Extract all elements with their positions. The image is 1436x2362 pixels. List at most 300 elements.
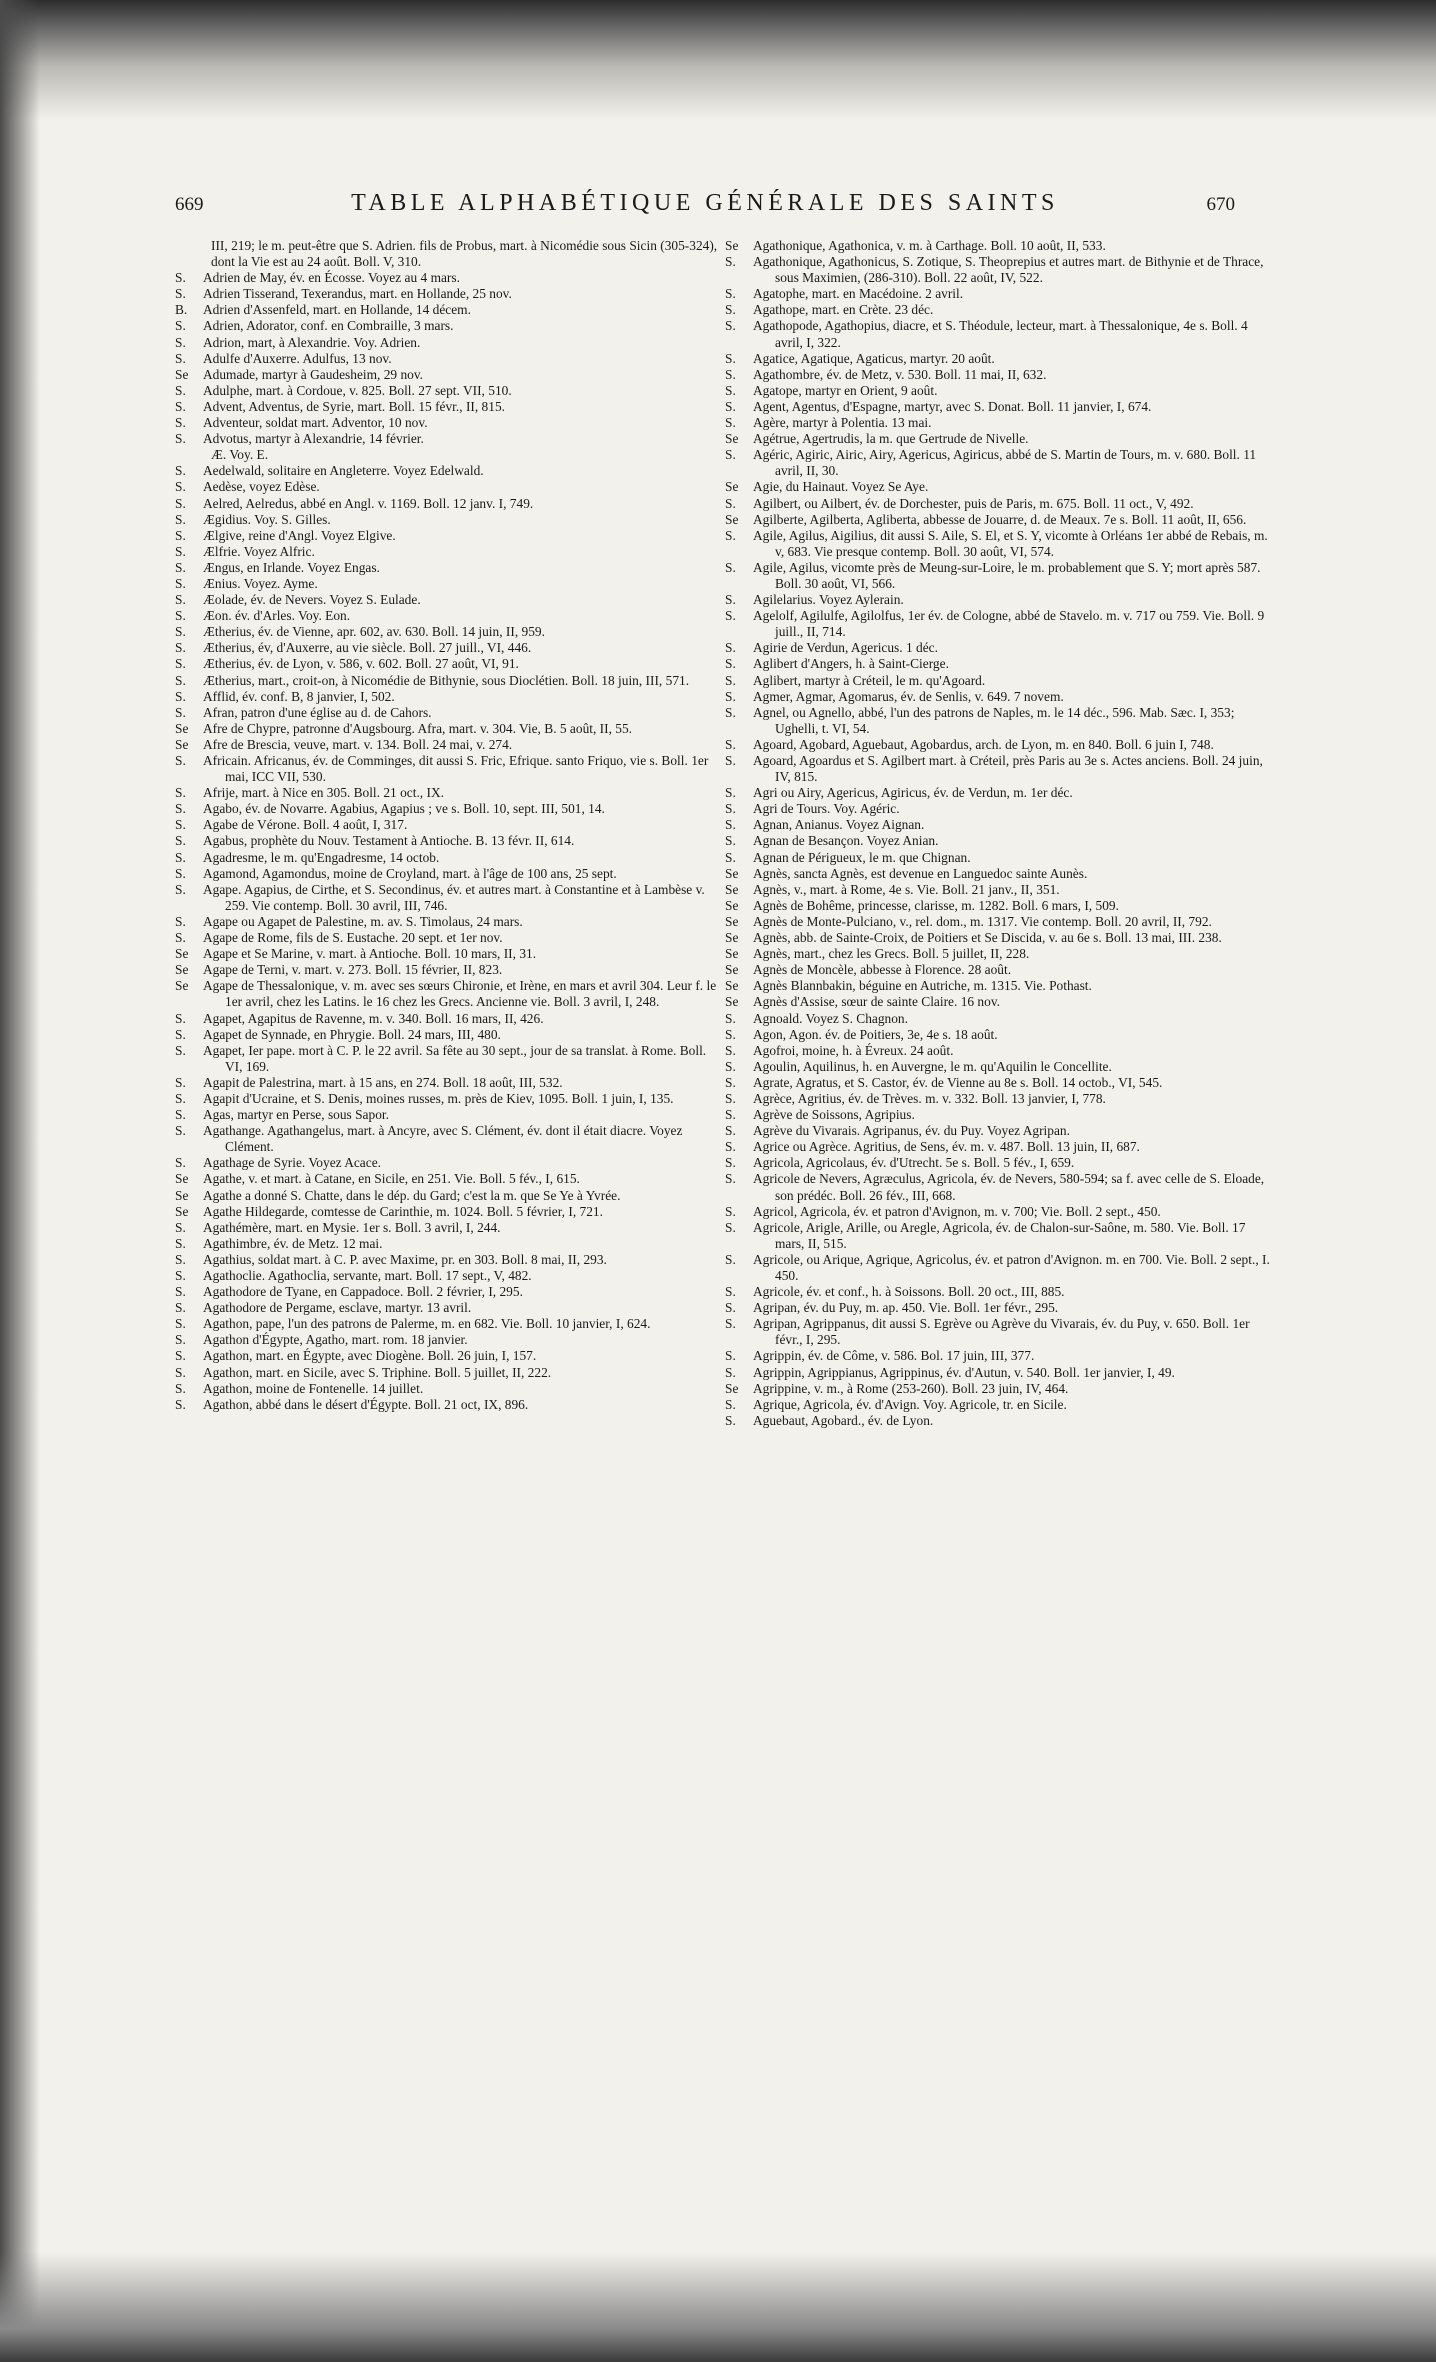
index-entry (725, 1107, 1275, 1123)
entry-prefix: S. (725, 608, 736, 624)
entry-prefix: S. (175, 527, 186, 543)
index-entry (725, 302, 1275, 318)
index-entry (725, 1059, 1275, 1075)
index-entry (725, 1252, 1275, 1284)
index-entry (175, 1027, 725, 1043)
entry-prefix (175, 238, 203, 270)
entry-text: Agripan, év. du Puy, m. ap. 450. Vie. Boll. 1er févr., 295. (753, 1300, 1059, 1316)
index-entry (725, 914, 1275, 930)
entry-text: Agnel, ou Agnello, abbé, l'un des patrons de Naples, m. le 14 déc., 596. Mab. Sæc. I, 353; Ughelli, t. VI, 54. (753, 704, 1235, 736)
entry-prefix: S. (725, 801, 736, 817)
entry-text: Agathope, mart. en Crète. 23 déc. (753, 302, 934, 318)
entry-prefix: S. (725, 785, 736, 801)
entry-text: Agapet, Ier pape. mort à C. P. le 22 avril. Sa fête au 30 sept., jour de sa translat. à Rome. Boll. VI, 169. (203, 1042, 707, 1074)
entry-text: Agnès, v., mart. à Rome, 4e s. Vie. Boll. 21 janv., II, 351. (753, 881, 1060, 897)
index-entry (725, 1011, 1275, 1027)
index-entry (725, 1155, 1275, 1171)
entry-text: Agrève de Soissons, Agripius. (753, 1107, 915, 1123)
index-entry (175, 1107, 725, 1123)
entry-text: Æon. év. d'Arles. Voy. Eon. (203, 608, 351, 624)
entry-text: Agathimbre, év. de Metz. 12 mai. (203, 1235, 383, 1251)
entry-prefix: S. (175, 930, 186, 946)
entry-text: Agapet de Synnade, en Phrygie. Boll. 24 mars, III, 480. (203, 1026, 501, 1042)
entry-prefix: S. (725, 640, 736, 656)
index-entry (175, 753, 725, 785)
entry-text: Adulfe d'Auxerre. Adulfus, 13 nov. (203, 350, 392, 366)
index-entry (175, 962, 725, 978)
entry-prefix: S. (175, 398, 186, 414)
index-entry (725, 318, 1275, 350)
entry-prefix: S. (725, 447, 736, 463)
entry-prefix: S. (175, 817, 186, 833)
index-entry (175, 624, 725, 640)
entry-text: Agrippine, v. m., à Rome (253-260). Boll. 23 juin, IV, 464. (753, 1380, 1069, 1396)
index-entry (725, 1204, 1275, 1220)
entry-prefix: S. (725, 1300, 736, 1316)
entry-text: Agatice, Agatique, Agaticus, martyr. 20 août. (753, 350, 995, 366)
entry-text: Agathon, mart. en Sicile, avec S. Triphine. Boll. 5 juillet, II, 222. (203, 1364, 552, 1380)
index-entry (175, 479, 725, 495)
entry-prefix: S. (725, 302, 736, 318)
entry-prefix: Se (725, 978, 739, 994)
index-entry (725, 1284, 1275, 1300)
entry-text: Agathodore de Pergame, esclave, martyr. 13 avril. (203, 1300, 472, 1316)
index-entry (725, 512, 1275, 528)
index-entry (175, 1316, 725, 1332)
entry-text: Agelolf, Agilulfe, Agilolfus, 1er év. de Cologne, abbé de Stavelo. m. v. 717 ou 759. Vie. Boll. 9 juill., II, 714. (753, 608, 1265, 640)
index-entry (175, 608, 725, 624)
entry-text: Agathon, pape, l'un des patrons de Palerme, m. en 682. Vie. Boll. 10 janvier, I, 624. (203, 1316, 651, 1332)
entry-prefix: S. (725, 1396, 736, 1412)
entry-prefix: Se (725, 238, 739, 253)
entry-text: Agathémère, mart. en Mysie. 1er s. Boll. 3 avril, I, 244. (203, 1219, 501, 1235)
entry-prefix: Se (725, 962, 739, 978)
page-number-right: 670 (1206, 194, 1235, 215)
entry-prefix: S. (725, 592, 736, 608)
entry-text: Adrien de May, év. en Écosse. Voyez au 4 mars. (203, 270, 460, 286)
entry-prefix: S. (725, 1090, 736, 1106)
index-entry (725, 1316, 1275, 1348)
entry-text: Agri de Tours. Voy. Agéric. (753, 801, 900, 817)
index-entry (175, 367, 725, 383)
entry-prefix: S. (725, 1026, 736, 1042)
entry-prefix: S. (175, 849, 186, 865)
index-entry (175, 1332, 725, 1348)
index-entry (725, 850, 1275, 866)
index-entry (725, 367, 1275, 383)
entry-prefix: S. (175, 1090, 186, 1106)
page-title: TABLE ALPHABÉTIQUE GÉNÉRALE DES SAINTS (351, 190, 1059, 216)
entry-prefix: S. (175, 640, 186, 656)
entry-prefix: Se (725, 897, 739, 913)
entry-text: Agricole de Nevers, Agræculus, Agricola, év. de Nevers, 580-594; sa f. avec celle de S. Eloade, son prédéc. Boll. 26 fév., III, 668. (753, 1171, 1265, 1203)
entry-text: Agatope, martyr en Orient, 9 août. (753, 382, 938, 398)
entry-text: Agmer, Agmar, Agomarus, év. de Senlis, v. 649. 7 novem. (753, 688, 1064, 704)
index-entry (725, 496, 1275, 512)
index-entry (175, 1220, 725, 1236)
scan-edge-top (0, 0, 1436, 120)
index-entry (175, 1300, 725, 1316)
entry-prefix: S. (175, 1235, 186, 1251)
entry-text: Æolade, év. de Nevers. Voyez S. Eulade. (203, 592, 421, 608)
entry-prefix: S. (725, 318, 736, 334)
entry-text: Agathius, soldat mart. à C. P. avec Maxime, pr. en 303. Boll. 8 mai, II, 293. (203, 1251, 607, 1267)
entry-prefix: S. (175, 463, 186, 479)
index-entry (725, 1139, 1275, 1155)
scan-edge-bottom (0, 2252, 1436, 2362)
index-entry (725, 1027, 1275, 1043)
entry-prefix: S. (175, 833, 186, 849)
index-entry (725, 882, 1275, 898)
index-entry (725, 640, 1275, 656)
entry-text: Adrien Tisserand, Texerandus, mart. en Hollande, 25 nov. (203, 286, 512, 302)
entry-prefix: Se (725, 431, 739, 447)
entry-prefix: S. (725, 1203, 736, 1219)
index-entry (725, 351, 1275, 367)
index-entry (725, 447, 1275, 479)
index-entry (175, 689, 725, 705)
index-entry (175, 1011, 725, 1027)
entry-text: Agathon, abbé dans le désert d'Égypte. Boll. 21 oct, IX, 896. (203, 1396, 529, 1412)
entry-text: Agrate, Agratus, et S. Castor, év. de Vienne au 8e s. Boll. 14 octob., VI, 545. (753, 1074, 1163, 1090)
entry-prefix: Se (725, 913, 739, 929)
entry-prefix: S. (175, 688, 186, 704)
entry-prefix: S. (725, 1042, 736, 1058)
entry-prefix: S. (725, 753, 736, 768)
entry-prefix: S. (175, 881, 186, 897)
entry-text: Agnès d'Assise, sœur de sainte Claire. 16 nov. (753, 994, 1001, 1010)
index-entry (175, 286, 725, 302)
entry-prefix: S. (175, 479, 186, 495)
entry-prefix: S. (175, 753, 186, 768)
index-entry (725, 673, 1275, 689)
entry-text: Agricole, ou Arique, Agrique, Agricolus, év. et patron d'Avignon. m. en 700. Vie. Boll. 2 sept., I. 450. (753, 1251, 1270, 1283)
entry-prefix: Se (175, 1187, 189, 1203)
index-entry (175, 914, 725, 930)
index-entry (175, 721, 725, 737)
entry-prefix: S. (175, 704, 186, 720)
index-entry (175, 640, 725, 656)
entry-text: Afran, patron d'une église au d. de Cahors. (203, 704, 432, 720)
entry-prefix: S. (725, 382, 736, 398)
entry-prefix: S. (175, 382, 186, 398)
index-entry (175, 318, 725, 334)
entry-text: Ælfrie. Voyez Alfric. (203, 543, 315, 559)
entry-prefix: B. (175, 302, 188, 318)
entry-text: Ængus, en Irlande. Voyez Engas. (203, 559, 380, 575)
entry-text: Agathopode, Agathopius, diacre, et S. Théodule, lecteur, mart. à Thessalonique, 4e s. Boll. 4 avril, I, 322. (753, 318, 1248, 350)
index-entry (725, 801, 1275, 817)
entry-prefix: S. (725, 1219, 736, 1235)
index-entry (725, 1348, 1275, 1364)
entry-prefix: S. (175, 1010, 186, 1026)
entry-prefix: S. (175, 511, 186, 527)
entry-text: Agathonique, Agathonica, v. m. à Carthage. Boll. 10 août, II, 533. (753, 238, 1106, 253)
entry-prefix: S. (175, 286, 186, 302)
entry-text: Agri ou Airy, Agericus, Agiricus, év. de Verdun, m. 1er déc. (753, 785, 1073, 801)
index-entry (175, 1268, 725, 1284)
entry-prefix: Se (175, 736, 189, 752)
index-entry (175, 785, 725, 801)
entry-text: Aedelwald, solitaire en Angleterre. Voyez Edelwald. (203, 463, 484, 479)
entry-prefix: Se (725, 881, 739, 897)
entry-text: Afrije, mart. à Nice en 305. Boll. 21 oct., IX. (203, 785, 444, 801)
entry-prefix: S. (175, 495, 186, 511)
index-entry (175, 576, 725, 592)
index-entry (725, 1091, 1275, 1107)
entry-text: Agape ou Agapet de Palestine, m. av. S. Timolaus, 24 mars. (203, 913, 523, 929)
entry-text: Agathage de Syrie. Voyez Acace. (203, 1155, 381, 1171)
index-entry (725, 978, 1275, 994)
entry-text: Agabus, prophète du Nouv. Testament à Antioche. B. 13 févr. II, 614. (203, 833, 575, 849)
index-entry (175, 656, 725, 672)
index-entry (175, 351, 725, 367)
entry-prefix: S. (725, 849, 736, 865)
entry-prefix: S. (175, 543, 186, 559)
entry-prefix: S. (175, 431, 186, 447)
index-entry (725, 383, 1275, 399)
entry-text: Aguebaut, Agobard., év. de Lyon. (753, 1412, 934, 1428)
index-entry (175, 1365, 725, 1381)
index-entry (725, 785, 1275, 801)
entry-prefix: S. (725, 286, 736, 302)
index-entry (175, 850, 725, 866)
entry-text: Adrien d'Assenfeld, mart. en Hollande, 14 décem. (203, 302, 471, 318)
entry-text: Agathon, mart. en Égypte, avec Diogène. Boll. 26 juin, I, 157. (203, 1348, 537, 1364)
index-entry (725, 1043, 1275, 1059)
entry-prefix: Se (175, 946, 189, 962)
index-entry (175, 1204, 725, 1220)
entry-text: Adrien, Adorator, conf. en Combraille, 3 mars. (203, 318, 454, 334)
index-entry (175, 866, 725, 882)
entry-text: Ælgive, reine d'Angl. Voyez Elgive. (203, 527, 396, 543)
entry-text: Agrippin, Agrippianus, Agrippinus, év. d'Autun, v. 540. Boll. 1er janvier, I, 49. (753, 1364, 1175, 1380)
entry-text: Ætherius, mart., croit-on, à Nicomédie de Bithynie, sous Dioclétien. Boll. 18 juin, III, 571. (203, 672, 690, 688)
entry-prefix: S. (725, 688, 736, 704)
entry-text: Agamond, Agamondus, moine de Croyland, mart. à l'âge de 100 ans, 25 sept. (203, 865, 617, 881)
entry-text: Agéric, Agiric, Airic, Airy, Agericus, Agiricus, abbé de S. Martin de Tours, m. v. 680. Boll. 11 avril, II, 30. (753, 447, 1257, 479)
index-entry (725, 592, 1275, 608)
entry-text: Agnès, mart., chez les Grecs. Boll. 5 juillet, II, 228. (753, 946, 1030, 962)
index-entry (175, 673, 725, 689)
entry-prefix: Se (175, 1171, 189, 1187)
entry-prefix: S. (175, 608, 186, 624)
index-entry (725, 415, 1275, 431)
index-entry (725, 753, 1275, 785)
index-entry (175, 415, 725, 431)
entry-text: Agathonique, Agathonicus, S. Zotique, S. Theoprepius et autres mart. de Bithynie et de Thrace, sous Maximien, (286-310). Boll. 22 août, IV, 522. (753, 254, 1264, 286)
index-entry (725, 608, 1275, 640)
entry-prefix: Se (175, 366, 189, 382)
index-entry (725, 833, 1275, 849)
entry-text: Agapit de Palestrina, mart. à 15 ans, en 274. Boll. 18 août, III, 532. (203, 1074, 563, 1090)
entry-prefix: S. (175, 1155, 186, 1171)
entry-prefix: S. (725, 1123, 736, 1139)
entry-text: Agricola, Agricolaus, év. d'Utrecht. 5e s. Boll. 5 fév., I, 659. (753, 1155, 1075, 1171)
index-entry (175, 946, 725, 962)
index-entry (175, 1397, 725, 1413)
entry-prefix: S. (175, 801, 186, 817)
entry-text: Agnès, sancta Agnès, est devenue en Languedoc sainte Aunès. (753, 865, 1088, 881)
entry-prefix: S. (175, 1268, 186, 1283)
entry-text: Agoulin, Aquilinus, h. en Auvergne, le m. qu'Aquilin le Concellite. (753, 1058, 1112, 1074)
entry-prefix: S. (725, 254, 736, 270)
index-entry (725, 898, 1275, 914)
index-entry (725, 399, 1275, 415)
entry-text: Agathon d'Égypte, Agatho, mart. rom. 18 janvier. (203, 1332, 468, 1348)
index-entry (725, 238, 1275, 254)
index-entry (725, 1365, 1275, 1381)
entry-prefix: S. (725, 350, 736, 366)
entry-text: Agrique, Agricola, év. d'Avign. Voy. Agricole, tr. en Sicile. (753, 1396, 1067, 1412)
entry-text: Agrippin, év. de Côme, v. 586. Bol. 17 juin, III, 377. (753, 1348, 1035, 1364)
entry-prefix: S. (175, 624, 186, 640)
entry-text: Agrèce, Agritius, év. de Trèves. m. v. 332. Boll. 13 janvier, I, 778. (753, 1090, 1106, 1106)
index-entry (175, 335, 725, 351)
entry-text: Agnès Blannbakin, béguine en Autriche, m. 1315. Vie. Pothast. (753, 978, 1092, 994)
entry-prefix: S. (175, 350, 186, 366)
entry-prefix: S. (175, 1251, 186, 1267)
entry-prefix: S. (175, 1316, 186, 1332)
index-entry (175, 1123, 725, 1155)
entry-prefix: S. (725, 366, 736, 382)
left-column (175, 238, 725, 1413)
entry-text: Agabo, év. de Novarre. Agabius, Agapius ; ve s. Boll. 10, sept. III, 501, 14. (203, 801, 605, 817)
entry-text: Agnès de Bohême, princesse, clarisse, m. 1282. Boll. 6 mars, I, 509. (753, 897, 1119, 913)
entry-prefix: S. (175, 1332, 186, 1348)
entry-text: Agathon, moine de Fontenelle. 14 juillet. (203, 1380, 424, 1396)
index-entry (725, 1171, 1275, 1203)
entry-prefix: S. (175, 1107, 186, 1123)
index-entry (725, 1300, 1275, 1316)
entry-text: Aglibert d'Angers, h. à Saint-Cierge. (753, 656, 949, 672)
entry-text: Advotus, martyr à Alexandrie, 14 février. (203, 431, 424, 447)
entry-prefix: S. (725, 1155, 736, 1171)
entry-text: Agnès de Monte-Pulciano, v., rel. dom., m. 1317. Vie contemp. Boll. 20 avril, II, 792. (753, 913, 1212, 929)
entry-text: Agilbert, ou Ailbert, év. de Dorchester, puis de Paris, m. 675. Boll. 11 oct., V, 492. (753, 495, 1194, 511)
index-entry (175, 737, 725, 753)
index-entry (725, 866, 1275, 882)
entry-prefix: S. (725, 398, 736, 414)
entry-prefix: S. (725, 1348, 736, 1364)
entry-prefix: S. (175, 415, 186, 431)
index-entry (175, 496, 725, 512)
index-entry (175, 560, 725, 576)
entry-prefix: Se (725, 511, 739, 527)
entry-text: Agétrue, Agertrudis, la m. que Gertrude de Nivelle. (753, 431, 1029, 447)
index-entry (175, 383, 725, 399)
entry-text: Afre de Brescia, veuve, mart. v. 134. Boll. 24 mai, v. 274. (203, 736, 513, 752)
index-entry (175, 817, 725, 833)
entry-prefix: S. (175, 1348, 186, 1364)
index-entry (175, 801, 725, 817)
entry-prefix: S. (725, 1284, 736, 1300)
entry-prefix: S. (725, 1010, 736, 1026)
index-entry (175, 528, 725, 544)
index-entry (175, 1252, 725, 1268)
entry-text: Agofroi, moine, h. à Évreux. 24 août. (753, 1042, 954, 1058)
index-entry (725, 962, 1275, 978)
entry-prefix: Se (175, 978, 189, 994)
entry-prefix: S. (725, 833, 736, 849)
entry-text: Agoard, Agobard, Aguebaut, Agobardus, arch. de Lyon, m. en 840. Boll. 6 juin I, 748. (753, 736, 1214, 752)
entry-prefix: Se (725, 479, 739, 495)
entry-prefix: S. (725, 1171, 736, 1187)
index-entry (725, 1220, 1275, 1252)
entry-text: Agabe de Vérone. Boll. 4 août, I, 317. (203, 817, 408, 833)
entry-prefix: S. (175, 592, 186, 608)
entry-text: Adumade, martyr à Gaudesheim, 29 nov. (203, 366, 424, 382)
entry-prefix: Se (725, 946, 739, 962)
entry-text: Adulphe, mart. à Cordoue, v. 825. Boll. 27 sept. VII, 510. (203, 382, 512, 398)
entry-prefix: S. (175, 672, 186, 688)
entry-text: Agie, du Hainaut. Voyez Se Aye. (753, 479, 929, 495)
index-entry (175, 1348, 725, 1364)
index-entry (725, 1381, 1275, 1397)
entry-text: Agape. Agapius, de Cirthe, et S. Secondinus, év. et autres mart. à Constantine et à Lambèse v. 259. Vie contemp. Boll. 30 avril, III, 746. (203, 881, 705, 913)
index-entry (175, 544, 725, 560)
entry-prefix: S. (175, 656, 186, 672)
index-entry (175, 431, 725, 447)
entry-prefix: Se (725, 994, 739, 1010)
entry-text: Agilelarius. Voyez Aylerain. (753, 592, 904, 608)
entry-prefix: S. (725, 704, 736, 720)
entry-text: Aglibert, martyr à Créteil, le m. qu'Agoard. (753, 672, 986, 688)
index-entry (725, 528, 1275, 560)
entry-prefix: S. (175, 1026, 186, 1042)
entry-text: Agape de Rome, fils de S. Eustache. 20 sept. et 1er nov. (203, 930, 503, 946)
entry-prefix: S. (725, 1316, 736, 1332)
entry-prefix: S. (725, 1058, 736, 1074)
entry-text: Agère, martyr à Polentia. 13 mai. (753, 415, 932, 431)
entry-text: Agnès, abb. de Sainte-Croix, de Poitiers et Se Discida, v. au 6e s. Boll. 13 mai, III. 238. (753, 930, 1222, 946)
entry-text: Afflid, év. conf. B, 8 janvier, I, 502. (203, 688, 395, 704)
index-entry (725, 930, 1275, 946)
scan-edge-left (0, 0, 40, 2362)
index-entry (725, 656, 1275, 672)
entry-prefix: S. (175, 913, 186, 929)
entry-prefix: S. (175, 334, 186, 350)
index-entry (175, 1284, 725, 1300)
index-entry (175, 978, 725, 1010)
entry-prefix: Se (175, 1203, 189, 1219)
entry-text: Agnan de Périgueux, le m. que Chignan. (753, 849, 971, 865)
entry-text: Agile, Agilus, Aigilius, dit aussi S. Aile, S. El, et S. Y, vicomte à Orléans 1er abbé de Rebais, m. v, 683. Vie presque contemp. Boll. 30 août, VI, 574. (753, 527, 1268, 559)
entry-text: Agadresme, le m. qu'Engadresme, 14 octob. (203, 849, 440, 865)
entry-prefix: S. (725, 736, 736, 752)
entry-text: Agathe Hildegarde, comtesse de Carinthie, m. 1024. Boll. 5 février, I, 721. (203, 1203, 603, 1219)
entry-text: Ænius. Voyez. Ayme. (203, 575, 318, 591)
entry-prefix: S. (175, 865, 186, 881)
entry-prefix: Se (725, 865, 739, 881)
entry-text: Agathombre, év. de Metz, v. 530. Boll. 11 mai, II, 632. (753, 366, 1047, 382)
entry-text: Aelred, Aelredus, abbé en Angl. v. 1169. Boll. 12 janv. I, 749. (203, 495, 534, 511)
entry-text: Agape de Terni, v. mart. v. 273. Boll. 15 février, II, 823. (203, 962, 503, 978)
index-entry (725, 1397, 1275, 1413)
entry-prefix: S. (175, 785, 186, 801)
entry-text: Africain. Africanus, év. de Comminges, dit aussi S. Fric, Efrique. santo Friquo, vie s. Boll. 1er mai, ICC VII, 530. (203, 753, 709, 785)
entry-text: Ægidius. Voy. S. Gilles. (203, 511, 331, 527)
index-entry (175, 1236, 725, 1252)
index-entry (175, 705, 725, 721)
entry-text: Agathe, v. et mart. à Catane, en Sicile, en 251. Vie. Boll. 5 fév., I, 615. (203, 1171, 580, 1187)
entry-prefix: S. (725, 1139, 736, 1155)
entry-text: Agnès de Moncèle, abbesse à Florence. 28 août. (753, 962, 1012, 978)
index-entry (175, 512, 725, 528)
entry-text: Ætherius, év, d'Auxerre, au vie siècle. Boll. 27 juill., VI, 446. (203, 640, 532, 656)
index-entry (725, 705, 1275, 737)
index-entry (175, 447, 725, 463)
